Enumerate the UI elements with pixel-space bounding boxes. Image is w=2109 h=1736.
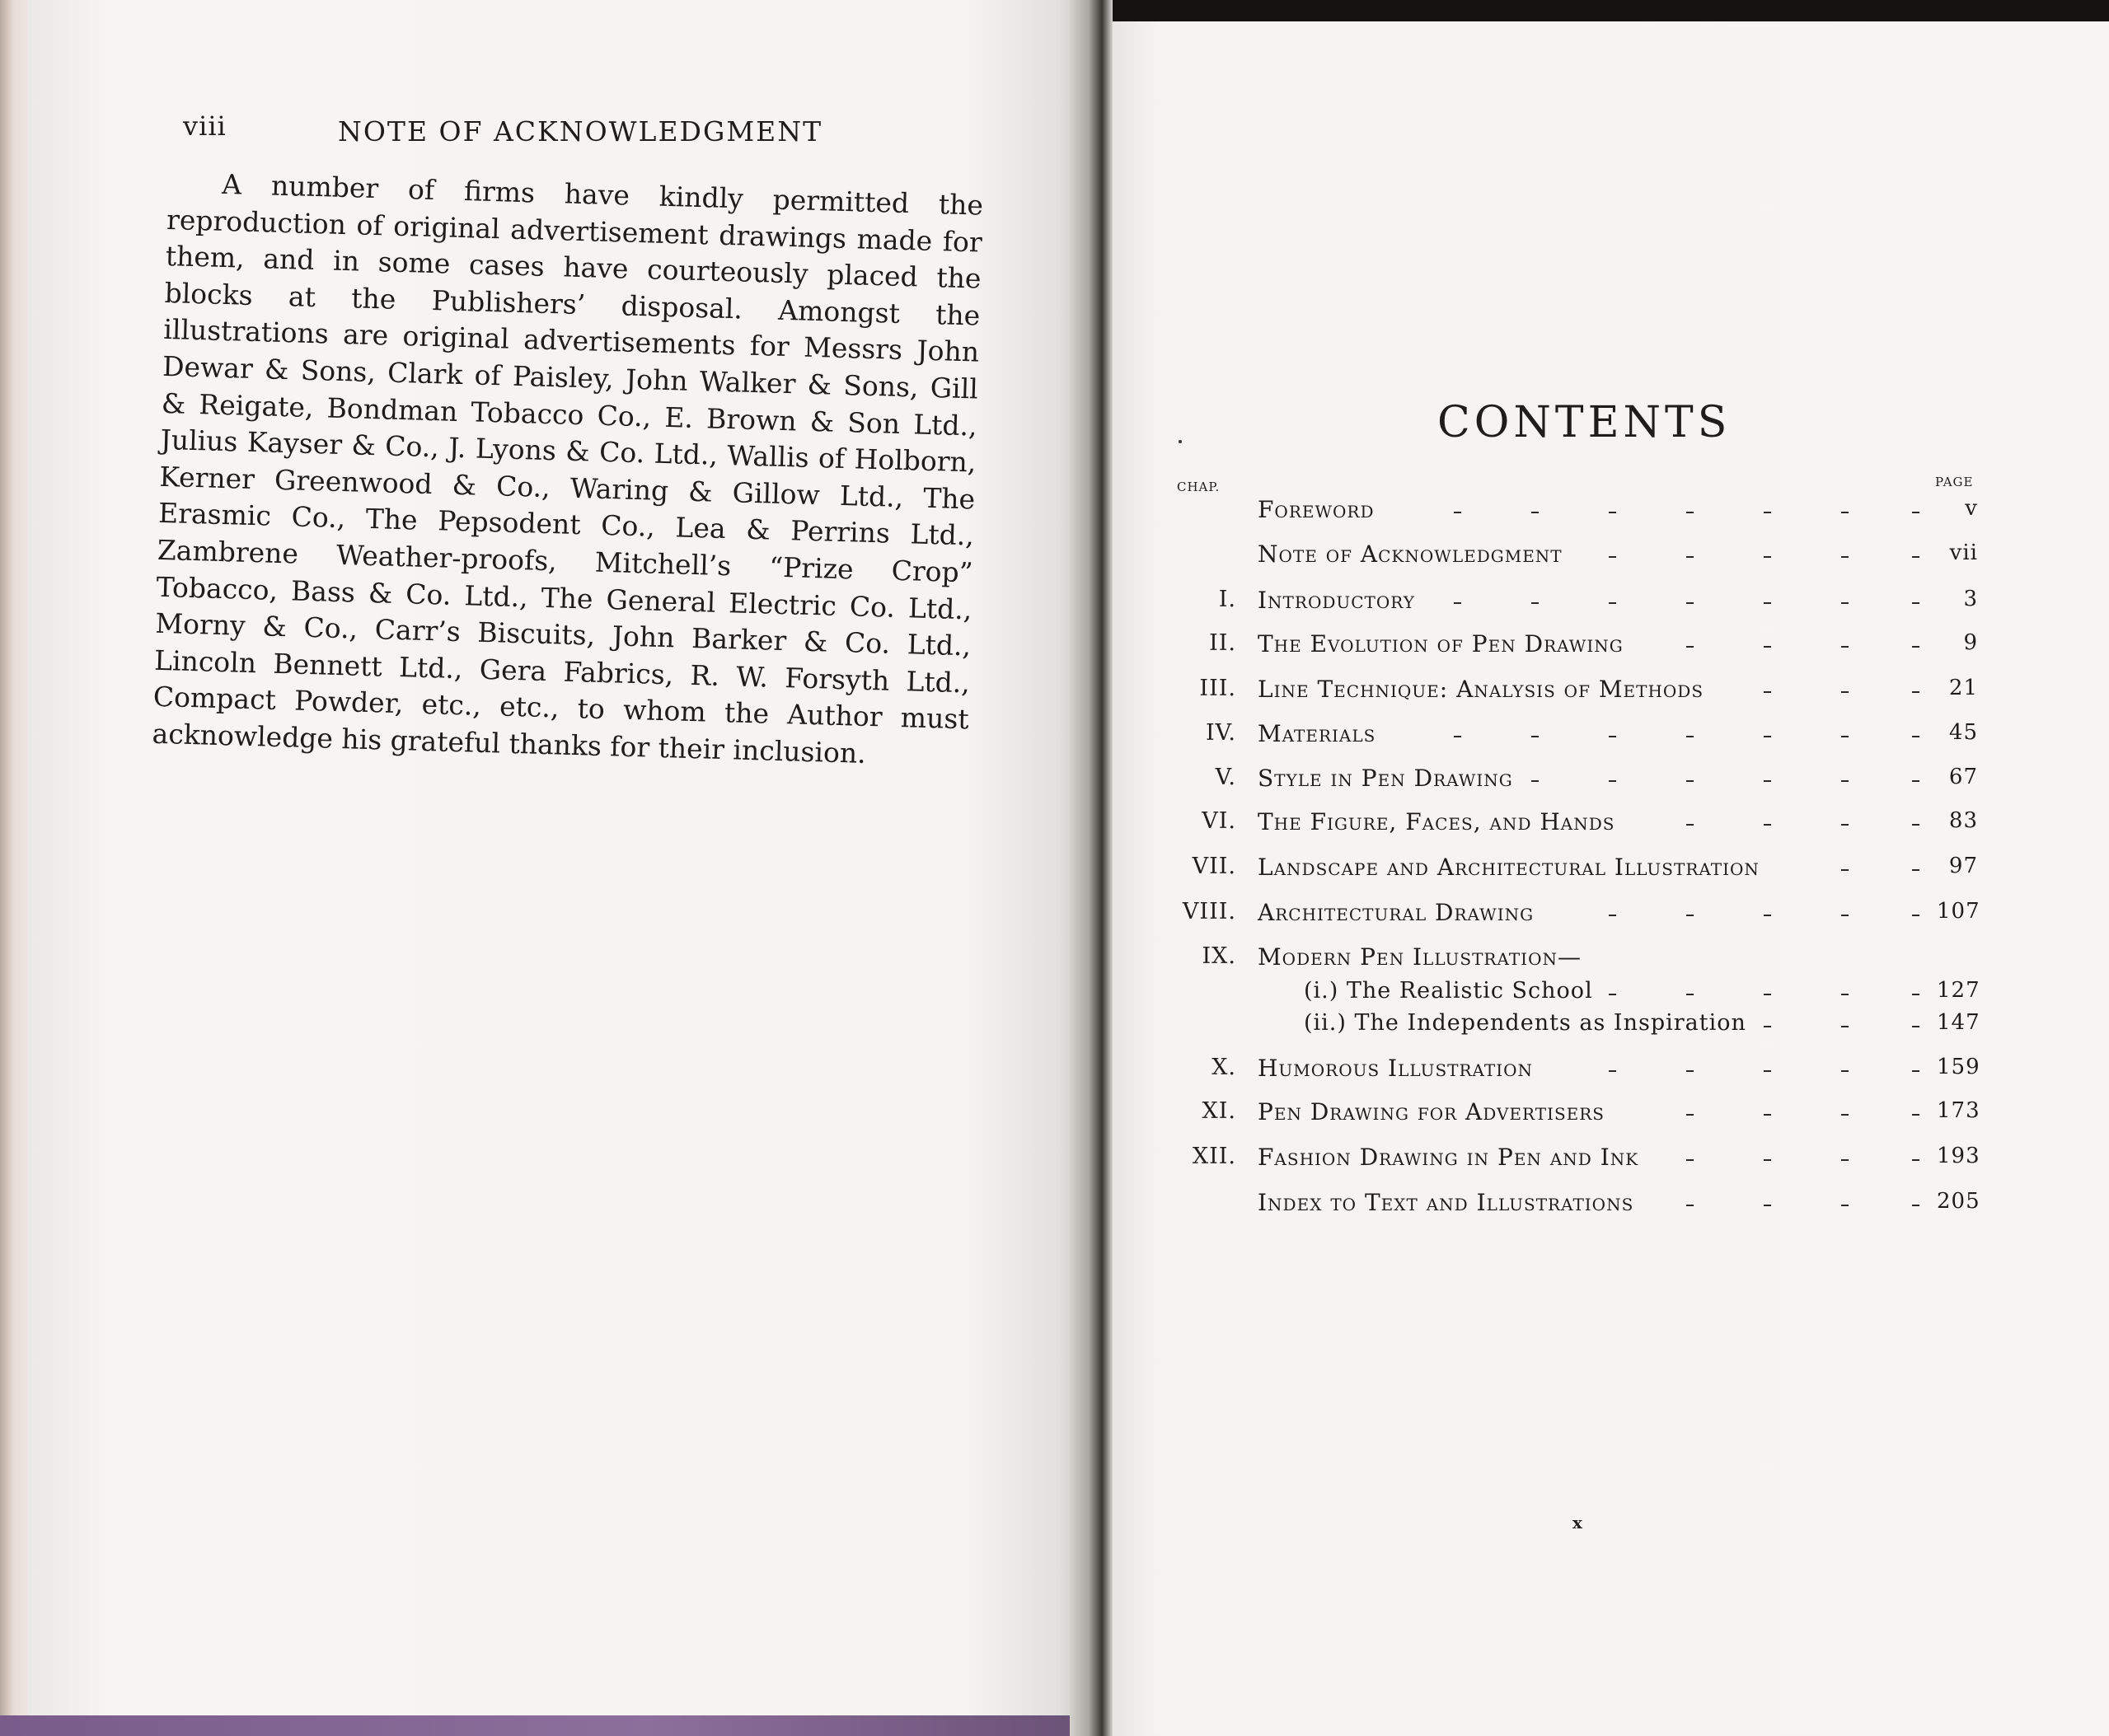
chapter-number: XI.	[1202, 1098, 1236, 1124]
chapter-number: II.	[1209, 630, 1236, 656]
toc-entry	[1154, 587, 1986, 620]
page-number: 97	[1948, 854, 1978, 878]
leader-dashes	[1154, 765, 1929, 798]
chapter-title: Modern Pen Illustration—	[1258, 943, 1582, 971]
chapter-number: XII.	[1192, 1144, 1236, 1169]
leader-dashes	[1154, 1144, 1929, 1177]
leader-dashes	[1154, 1055, 1929, 1088]
toc-entry	[1154, 808, 1986, 841]
page-number: 127	[1937, 978, 1980, 1003]
toc-entry	[1154, 540, 1986, 573]
toc-entry	[1154, 854, 1986, 887]
chapter-number: X.	[1212, 1055, 1236, 1080]
book-cover-edge	[0, 1715, 1080, 1736]
chapter-number: III.	[1199, 676, 1236, 701]
book-edge-top	[1104, 0, 2109, 21]
leader-dashes	[1154, 720, 1929, 753]
acknowledgment-text	[152, 165, 984, 775]
page-number: 107	[1937, 899, 1980, 924]
chapter-number: VIII.	[1182, 899, 1236, 924]
chapter-title: Introductory	[1258, 587, 1415, 614]
chapter-title: The Figure, Faces, and Hands	[1258, 808, 1615, 835]
page-number: 159	[1937, 1055, 1980, 1079]
toc-entry	[1154, 1010, 1986, 1043]
ink-speck	[1179, 440, 1182, 443]
leader-dashes	[1154, 854, 1929, 887]
leader-dashes	[1154, 676, 1929, 709]
chapter-number: IV.	[1205, 720, 1236, 746]
page-number: 9	[1963, 630, 1978, 655]
chapter-number: IX.	[1202, 943, 1236, 969]
toc-entry	[1154, 496, 1986, 529]
chapter-number: V.	[1215, 765, 1236, 790]
page-number: 147	[1937, 1010, 1980, 1035]
chapter-title: Fashion Drawing in Pen and Ink	[1258, 1144, 1639, 1171]
toc-entry	[1154, 1144, 1986, 1177]
toc-entry	[1154, 765, 1986, 798]
leader-dashes	[1154, 1098, 1929, 1131]
page-number: 83	[1948, 808, 1978, 833]
chapter-title: Architectural Drawing	[1258, 899, 1535, 926]
page-number: 21	[1948, 676, 1978, 700]
toc-entry	[1154, 943, 1986, 976]
toc-entry	[1154, 1055, 1986, 1088]
chapter-title: Index to Text and Illustrations	[1258, 1189, 1634, 1216]
leader-dashes	[1154, 1189, 1929, 1222]
leader-dashes	[1154, 540, 1929, 573]
toc-entry	[1154, 1189, 1986, 1222]
left-page-number: viii	[183, 110, 227, 142]
leader-dashes	[1154, 978, 1929, 1011]
page-number: 173	[1937, 1098, 1980, 1123]
chapter-number: VI.	[1202, 808, 1236, 834]
toc-entry	[1154, 899, 1986, 932]
page-number: 67	[1948, 765, 1978, 789]
page-number: v	[1965, 496, 1978, 521]
chapter-number: VII.	[1192, 854, 1236, 879]
chapter-title: (ii.) The Independents as Inspiration	[1304, 1010, 1746, 1036]
toc-entry	[1154, 720, 1986, 753]
chapter-title: Style in Pen Drawing	[1258, 765, 1513, 792]
running-head: NOTE OF ACKNOWLEDGMENT	[338, 115, 823, 147]
chapter-title: Foreword	[1258, 496, 1375, 523]
chapter-title: Line Technique: Analysis of Methods	[1258, 676, 1704, 703]
page-number: 193	[1937, 1144, 1980, 1168]
book-gutter	[1070, 0, 1113, 1736]
leader-dashes	[1154, 808, 1929, 841]
leader-dashes	[1154, 899, 1929, 932]
chapter-title: Materials	[1258, 720, 1376, 747]
page-number: 45	[1948, 720, 1978, 745]
chapter-title: The Evolution of Pen Drawing	[1258, 630, 1624, 657]
chapter-title: (i.) The Realistic School	[1304, 978, 1593, 1004]
leader-dashes	[1154, 1010, 1929, 1043]
right-page-number: x	[1572, 1513, 1582, 1532]
toc-entry	[1154, 676, 1986, 709]
chapter-title: Note of Acknowledgment	[1258, 540, 1563, 568]
leader-dashes	[1154, 587, 1929, 620]
toc-entry	[1154, 630, 1986, 663]
chapter-number: I.	[1218, 587, 1236, 612]
page-number: 3	[1963, 587, 1978, 611]
chapter-title: Pen Drawing for Advertisers	[1258, 1098, 1605, 1125]
page-number: vii	[1949, 540, 1978, 565]
contents-title: CONTENTS	[1437, 398, 1732, 447]
chapter-column-label: CHAP.	[1177, 480, 1221, 494]
page-number: 205	[1937, 1189, 1980, 1214]
toc-entry	[1154, 978, 1986, 1011]
leader-dashes	[1154, 496, 1929, 529]
chapter-title: Humorous Illustration	[1258, 1055, 1534, 1082]
leader-dashes	[1154, 630, 1929, 663]
toc-entry	[1154, 1098, 1986, 1131]
acknowledgment-paragraph: A number of firms have kindly permitted the reproduction of original advertisement drawings made for them, and in some cases have courteously placed the blocks at the Publishers’ disposal. Amongst the illustrations are original advertisements for Messrs John Dewar & Sons, Clark of Paisley, John Walker & Sons, Gill & Reigate, Bondman Tobacco Co., E. Brown & Son Ltd., Julius Kayser & Co., J. Lyons & Co. Ltd., Wallis of Holborn, Kerner Greenwood & Co., Waring & Gillow Ltd., The Erasmic Co., The Pepsodent Co., Lea & Perrins Ltd., Zambrene Weather-proofs, Mitchell’s “Prize Crop” Tobacco, Bass & Co. Ltd., The General Electric Co. Ltd., Morny & Co., Carr’s Biscuits, John Barker & Co. Ltd., Lincoln Bennett Ltd., Gera Fabrics, R. W. Forsyth Ltd., Compact Powder, etc., etc., to whom the Author must acknowledge his grateful thanks for their inclusion.	[152, 167, 984, 770]
page-column-label: PAGE	[1935, 475, 1974, 489]
chapter-title: Landscape and Architectural Illustration	[1258, 854, 1760, 881]
